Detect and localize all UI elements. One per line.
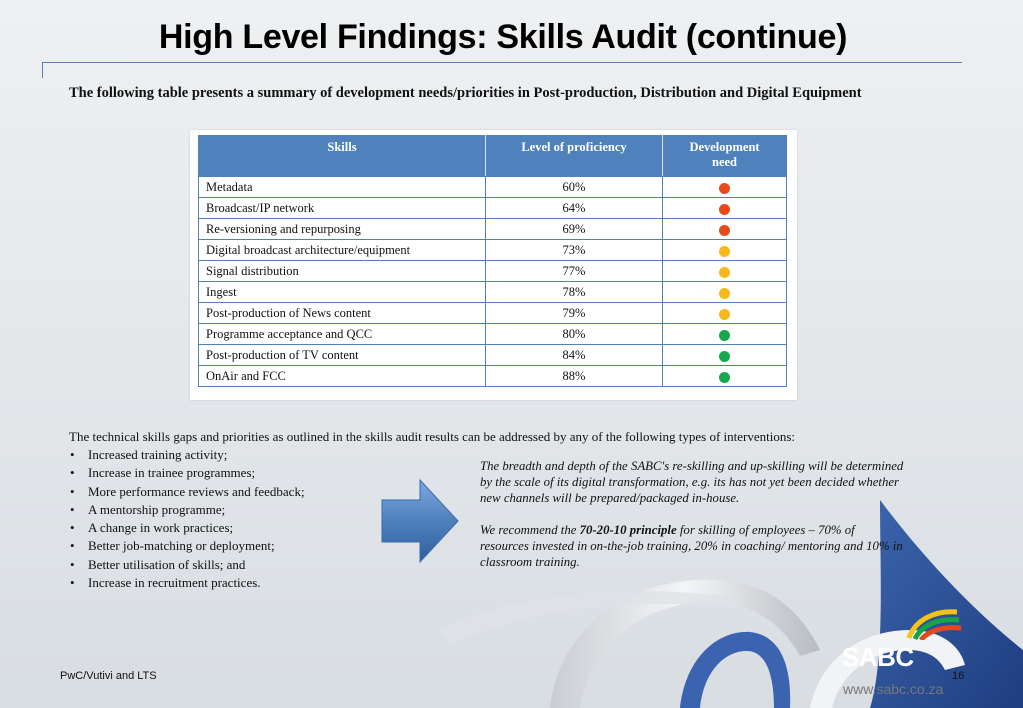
skill-cell: Metadata <box>199 177 486 198</box>
slide-title: High Level Findings: Skills Audit (continue) <box>158 18 848 56</box>
skills-table <box>198 135 787 387</box>
proficiency-cell: 79% <box>486 303 663 324</box>
status-dot-icon <box>719 351 730 362</box>
interventions-intro-text: The technical skills gaps and priorities as outlined in the skills audit results can be addressed by any of the following types of interventions: <box>69 429 796 444</box>
sabc-website-url: www.sabc.co.za <box>843 681 944 697</box>
skills-table-container <box>190 130 797 400</box>
header-development-need <box>663 136 787 177</box>
list-item: • More performance reviews and feedback; <box>69 483 305 501</box>
skill-cell: Re-versioning and repurposing <box>199 219 486 240</box>
note-p2-before: We recommend the <box>480 523 580 537</box>
page-number: 16 <box>952 670 965 682</box>
note-p2-principle: 70-20-10 principle <box>579 523 677 537</box>
skill-cell: Signal distribution <box>199 261 486 282</box>
proficiency-cell: 69% <box>486 219 663 240</box>
skill-cell: Digital broadcast architecture/equipment <box>199 240 486 261</box>
note-paragraph-1: The breadth and depth of the SABC's re-skilling and up-skilling will be determined by the scale of its digital transformation, e.g. its has not yet been decided whether new channels will be prepared/packaged in-house. <box>480 459 904 505</box>
header-level-of-proficiency: Level of proficiency <box>486 136 663 177</box>
title-underline-tick <box>42 62 43 78</box>
proficiency-cell: 64% <box>486 198 663 219</box>
proficiency-cell: 88% <box>486 366 663 387</box>
header-development-need-line2: need <box>712 155 737 169</box>
table-row <box>199 324 787 345</box>
status-dot-icon <box>719 267 730 278</box>
sabc-logo-text: SABC <box>842 642 914 672</box>
status-dot-icon <box>719 288 730 299</box>
status-dot-icon <box>719 246 730 257</box>
footer-credit: PwC/Vutivi and LTS <box>60 670 157 682</box>
proficiency-cell: 78% <box>486 282 663 303</box>
table-row <box>199 261 787 282</box>
right-arrow-icon <box>380 478 460 564</box>
skill-cell: Broadcast/IP network <box>199 198 486 219</box>
table-row <box>199 366 787 387</box>
status-dot-icon <box>719 183 730 194</box>
table-row <box>199 303 787 324</box>
skills-table-body <box>199 177 787 387</box>
skill-cell: OnAir and FCC <box>199 366 486 387</box>
table-row <box>199 345 787 366</box>
development-need-cell <box>663 240 787 261</box>
development-need-cell <box>663 177 787 198</box>
list-item: • Increased training activity; <box>69 446 305 464</box>
status-dot-icon <box>719 225 730 236</box>
proficiency-cell: 77% <box>486 261 663 282</box>
table-row <box>199 198 787 219</box>
skill-cell: Programme acceptance and QCC <box>199 324 486 345</box>
table-header-row <box>199 136 787 177</box>
skill-cell: Ingest <box>199 282 486 303</box>
table-row <box>199 177 787 198</box>
list-item: • Increase in recruitment practices. <box>69 574 305 592</box>
development-need-cell <box>663 282 787 303</box>
skill-cell: Post-production of TV content <box>199 345 486 366</box>
list-item: • A mentorship programme; <box>69 501 305 519</box>
development-need-cell <box>663 219 787 240</box>
table-row <box>199 282 787 303</box>
development-need-cell <box>663 366 787 387</box>
status-dot-icon <box>719 330 730 341</box>
list-item: • A change in work practices; <box>69 519 305 537</box>
development-need-cell <box>663 324 787 345</box>
note-p2-after: for skilling of employees – 70% of resources invested in on-the-job training, 20% in coaching/ mentoring and 10% in classroom training. <box>480 523 903 569</box>
proficiency-cell: 80% <box>486 324 663 345</box>
list-item: • Increase in trainee programmes; <box>69 464 305 482</box>
title-underline <box>42 62 962 63</box>
table-intro-text: The following table presents a summary of development needs/priorities in Post-production, Distribution and Digital Equipment <box>69 85 862 101</box>
list-item: • Better utilisation of skills; and <box>69 556 305 574</box>
status-dot-icon <box>719 204 730 215</box>
interventions-list <box>69 446 305 592</box>
proficiency-cell: 73% <box>486 240 663 261</box>
development-need-cell <box>663 261 787 282</box>
sabc-rays-logo-icon <box>905 606 975 640</box>
development-need-cell <box>663 198 787 219</box>
recommendation-note <box>480 458 905 586</box>
header-skills: Skills <box>199 136 486 177</box>
status-dot-icon <box>719 372 730 383</box>
status-dot-icon <box>719 309 730 320</box>
skill-cell: Post-production of News content <box>199 303 486 324</box>
development-need-cell <box>663 303 787 324</box>
note-paragraph-2 <box>480 522 905 570</box>
proficiency-cell: 84% <box>486 345 663 366</box>
header-development-need-line1: Development <box>689 140 760 154</box>
development-need-cell <box>663 345 787 366</box>
table-row <box>199 219 787 240</box>
proficiency-cell: 60% <box>486 177 663 198</box>
table-row <box>199 240 787 261</box>
list-item: • Better job-matching or deployment; <box>69 537 305 555</box>
